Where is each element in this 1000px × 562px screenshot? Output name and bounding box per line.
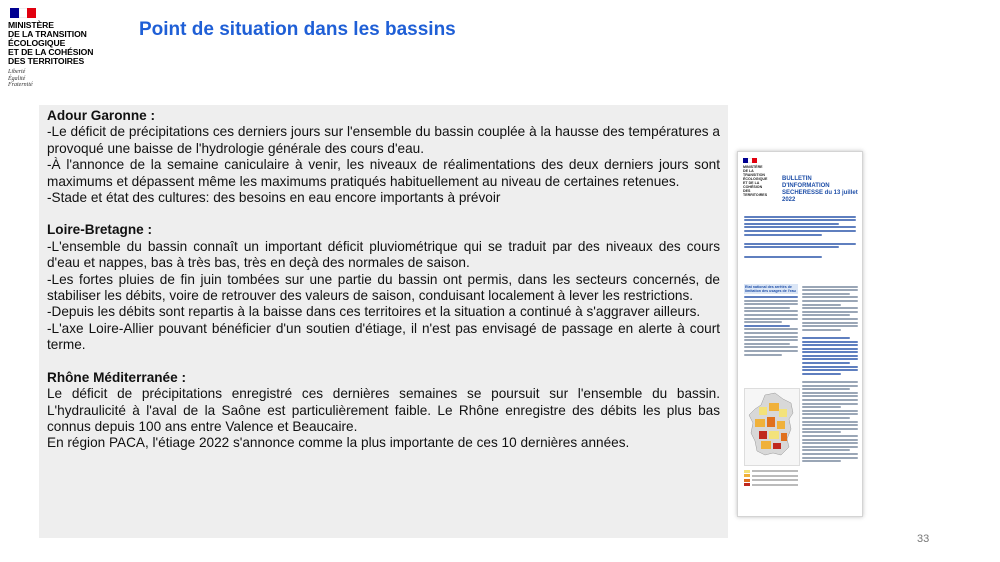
france-drought-map [744,388,800,466]
bulletin-left-heading: Etat national des arrêtés de limitation des usages de l'eau [744,284,798,294]
adour-paragraph-1: -Le déficit de précipitations ces derniers jours sur l'ensemble du bassin couplée à la hausse des températures a provoqué une baisse de l'hydrologie générale des cours d'eau. [47,124,720,156]
republic-motto: Liberté Égalité Fraternité [8,69,33,88]
bulletin-thumbnail [737,151,863,517]
adour-paragraph-2: -À l'annonce de la semaine caniculaire à venir, les niveaux de réalimentations des deux derniers jours sont maximums et dépassent même les maximums pratiqués habituellement au niveau de certaines retenues. [47,157,720,189]
map-legend [744,468,798,488]
bulletin-title: BULLETIN D'INFORMATION SECHERESSE du 13 juillet 2022 [782,176,858,203]
rhone-paragraph-1: Le déficit de précipitations enregistré ces dernières semaines se poursuit sur l'ensemble du bassin. L'hydraulicité à l'aval de la Saône est particulièrement faible. Le Rhône enregistre des débits les plus bas connus depuis 100 ans entre Valence et Beaucaire. [47,386,720,434]
loire-paragraph-2: -Les fortes pluies de fin juin tombées sur une partie du bassin ont permis, dans les secteurs concernés, de stabiliser les débits, voire de retrouver des valeurs de saison, conduisant localement à lever les restrictions. [47,271,720,304]
slide-title: Point de situation dans les bassins [139,19,456,40]
page-number: 33 [917,533,930,545]
loire-paragraph-1: -L'ensemble du bassin connaît un important déficit pluviométrique qui se traduit par des niveaux des cours d'eau et nappes, bas à très bas, très en deçà des normales de saison. [47,238,720,271]
bulletin-left-column [744,284,798,357]
ministry-logo [8,8,123,89]
bulletin-flag-icon [743,158,757,163]
section-title-adour-garonne: Adour Garonne : [47,108,155,123]
bulletin-ministry-name: MINISTÈRE DE LA TRANSITION ÉCOLOGIQUE ET DE LA COHÉSION DES TERRITOIRES [743,165,768,197]
rhone-paragraph-2: En région PACA, l'étiage 2022 s'annonce comme la plus importante de ces 10 dernières années. [47,435,630,451]
section-title-loire-bretagne: Loire-Bretagne : [47,222,152,238]
ministry-name: MINISTÈRE DE LA TRANSITION ÉCOLOGIQUE ET DE LA COHÉSION DES TERRITOIRES [8,20,94,66]
french-flag-icon [10,8,36,18]
bulletin-right-column [802,284,858,464]
adour-paragraph-3: -Stade et état des cultures: des besoins en eau encore importants à prévoir [47,190,501,206]
section-title-rhone-mediterranee: Rhône Méditerranée : [47,369,186,385]
loire-paragraph-3: -Depuis les débits sont repartis à la baisse dans ces territoires et la situation a continué à s'aggraver ailleurs. [47,304,701,320]
loire-paragraph-4: -L'axe Loire-Allier pouvant bénéficier d'un soutien d'étiage, il n'est pas envisagé de passage en alerte à court terme. [47,320,720,353]
bulletin-intro-lines [744,214,856,259]
basin-situation-textbox [39,105,728,538]
